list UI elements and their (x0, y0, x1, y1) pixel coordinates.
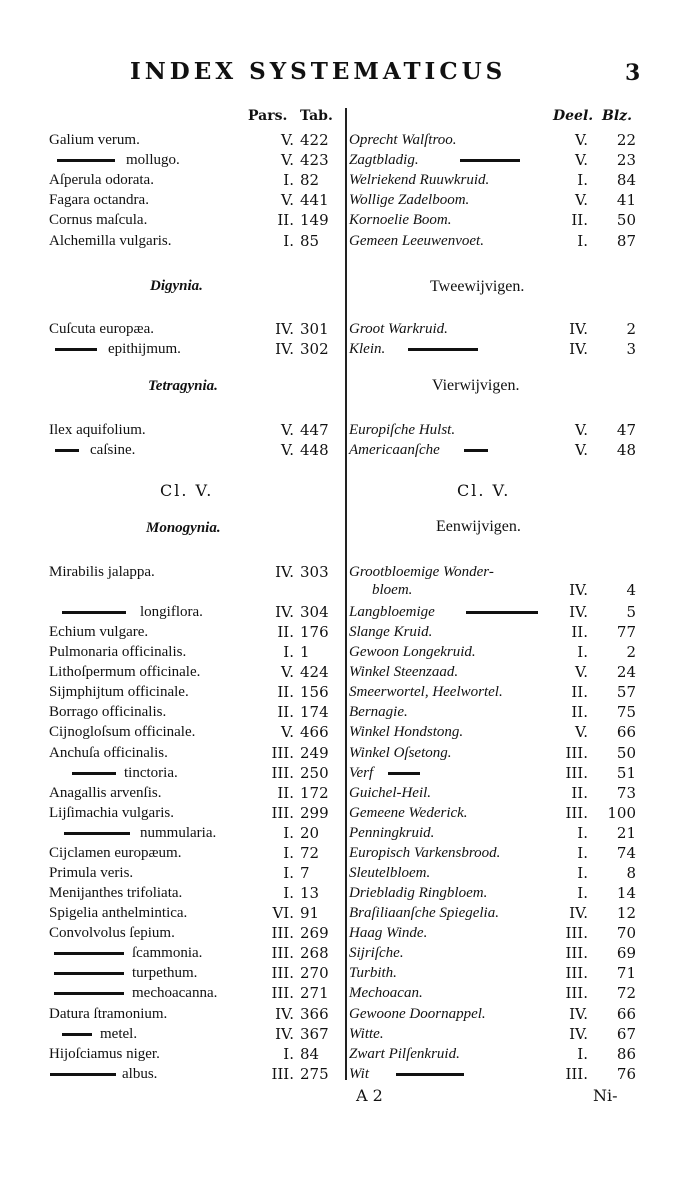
left-tab: 466 (300, 723, 329, 741)
right-blz: 51 (616, 764, 636, 782)
left-pars: IV. (275, 1005, 294, 1023)
dutch-name: Turbith. (349, 965, 397, 981)
left-pars: III. (271, 924, 294, 942)
left-tab: 268 (300, 944, 329, 962)
left-tab: 424 (300, 663, 329, 681)
index-row (0, 170, 682, 190)
dutch-name: Europiſche Hulst. (349, 422, 456, 438)
left-pars: I. (283, 884, 294, 902)
ditto-dash (55, 348, 97, 351)
dutch-name: Welriekend Ruuwkruid. (349, 172, 490, 188)
latin-name: Fagara octandra. (49, 192, 149, 208)
right-blz: 87 (616, 232, 636, 250)
right-blz: 48 (616, 441, 636, 459)
latin-name: Pulmonaria officinalis. (49, 644, 187, 660)
left-pars: II. (277, 784, 294, 802)
col-header-blz: Blz. (602, 108, 632, 124)
catchword: Ni- (593, 1086, 618, 1105)
left-pars: III. (271, 944, 294, 962)
index-row (0, 1064, 682, 1084)
latin-name: longiflora. (140, 604, 203, 620)
index-row (0, 622, 682, 642)
left-tab: 84 (300, 1045, 320, 1063)
left-pars: II. (277, 211, 294, 229)
right-blz: 23 (616, 151, 636, 169)
right-blz: 66 (616, 1005, 636, 1023)
left-pars: IV. (275, 603, 294, 621)
right-deel: III. (565, 924, 588, 942)
dutch-name: Gewoon Longekruid. (349, 644, 476, 660)
latin-name: turpethum. (132, 965, 198, 981)
left-tab: 447 (300, 421, 329, 439)
index-row (0, 743, 682, 763)
right-deel: I. (577, 171, 588, 189)
latin-name: epithijmum. (108, 341, 181, 357)
left-tab: 271 (300, 984, 329, 1002)
left-tab: 172 (300, 784, 329, 802)
right-deel: IV. (569, 1025, 588, 1043)
dutch-name: Zagtbladig. (349, 152, 419, 168)
dutch-name: Gemeen Leeuwenvoet. (349, 233, 484, 249)
classis-right: Cl. V. (457, 481, 511, 500)
left-tab: 85 (300, 232, 320, 250)
dutch-name: Braſiliaanſche Spiegelia. (349, 905, 499, 921)
right-deel: II. (571, 623, 588, 641)
right-deel: I. (577, 844, 588, 862)
left-pars: VI. (272, 904, 294, 922)
dutch-name: Europisch Varkensbrood. (349, 845, 501, 861)
ditto-dash (388, 772, 420, 775)
ditto-dash (62, 611, 126, 614)
right-deel: V. (575, 441, 588, 459)
ditto-dash (57, 159, 115, 162)
left-pars: III. (271, 764, 294, 782)
right-deel: I. (577, 864, 588, 882)
right-deel: IV. (569, 1005, 588, 1023)
index-row (0, 803, 682, 823)
right-deel: IV. (569, 581, 588, 599)
left-pars: III. (271, 744, 294, 762)
index-row (0, 923, 682, 943)
latin-name: Alchemilla vulgaris. (49, 233, 172, 249)
ditto-dash (55, 449, 79, 452)
left-tab: 366 (300, 1005, 329, 1023)
right-deel: IV. (569, 320, 588, 338)
right-deel: II. (571, 211, 588, 229)
col-header-pars: Pars. (248, 108, 288, 124)
latin-name: Lijſimachia vulgaris. (49, 805, 174, 821)
right-blz: 24 (616, 663, 636, 681)
ditto-dash (396, 1073, 464, 1076)
dutch-name: Zwart Pilſenkruid. (349, 1046, 460, 1062)
right-blz: 71 (616, 964, 636, 982)
ditto-dash (62, 1033, 92, 1036)
right-blz: 8 (626, 864, 636, 882)
left-tab: 249 (300, 744, 329, 762)
latin-name: Mirabilis jalappa. (49, 564, 155, 580)
left-tab: 423 (300, 151, 329, 169)
page-title: INDEX SYSTEMATICUS (130, 58, 507, 85)
right-deel: V. (575, 131, 588, 149)
right-deel: V. (575, 421, 588, 439)
left-pars: IV. (275, 563, 294, 581)
right-blz: 70 (616, 924, 636, 942)
page-number: 3 (625, 60, 641, 86)
left-tab: 7 (300, 864, 310, 882)
dutch-name: Oprecht Walſtroo. (349, 132, 457, 148)
latin-name: Primula veris. (49, 865, 134, 881)
right-blz: 100 (607, 804, 636, 822)
index-row (0, 843, 682, 863)
index-row (0, 763, 682, 783)
left-tab: 448 (300, 441, 329, 459)
dutch-name: Winkel Hondstong. (349, 724, 464, 740)
index-row (0, 903, 682, 923)
left-pars: II. (277, 703, 294, 721)
right-blz: 22 (616, 131, 636, 149)
left-pars: I. (283, 844, 294, 862)
left-pars: IV. (275, 320, 294, 338)
left-tab: 301 (300, 320, 329, 338)
left-pars: V. (281, 131, 294, 149)
index-row (0, 823, 682, 843)
index-row (0, 863, 682, 883)
index-row (0, 702, 682, 722)
dutch-name: Driebladig Ringbloem. (349, 885, 488, 901)
left-tab: 275 (300, 1065, 329, 1083)
left-tab: 303 (300, 563, 329, 581)
right-deel: III. (565, 964, 588, 982)
right-deel: III. (565, 764, 588, 782)
dutch-name: Winkel Steenzaad. (349, 664, 459, 680)
section-eenwijvigen: Eenwijvigen. (436, 518, 521, 535)
dutch-name: Smeerwortel, Heelwortel. (349, 684, 503, 700)
left-pars: IV. (275, 1025, 294, 1043)
left-tab: 156 (300, 683, 329, 701)
right-deel: IV. (569, 603, 588, 621)
index-row (0, 943, 682, 963)
right-blz: 50 (616, 211, 636, 229)
dutch-name: Grootbloemige Wonder- (349, 564, 494, 580)
latin-name: mechoacanna. (132, 985, 218, 1001)
ditto-dash (54, 952, 124, 955)
dutch-name: Langbloemige (349, 604, 435, 620)
latin-name: mollugo. (126, 152, 180, 168)
dutch-name: Haag Winde. (349, 925, 428, 941)
signature-mark: A 2 (356, 1086, 383, 1105)
index-row (0, 642, 682, 662)
index-row (0, 682, 682, 702)
left-pars: V. (281, 191, 294, 209)
right-deel: III. (565, 984, 588, 1002)
right-blz: 74 (616, 844, 636, 862)
latin-name: Anagallis arvenſis. (49, 785, 162, 801)
left-pars: V. (281, 723, 294, 741)
latin-name: Galium verum. (49, 132, 140, 148)
index-row (0, 662, 682, 682)
dutch-name: Klein. (349, 341, 386, 357)
dutch-name: Penningkruid. (349, 825, 435, 841)
left-pars: I. (283, 643, 294, 661)
left-tab: 367 (300, 1025, 329, 1043)
right-deel: III. (565, 804, 588, 822)
left-tab: 422 (300, 131, 329, 149)
right-blz: 14 (616, 884, 636, 902)
latin-name: Cuſcuta europæa. (49, 321, 154, 337)
ditto-dash (408, 348, 478, 351)
ditto-dash (460, 159, 520, 162)
right-blz: 21 (616, 824, 636, 842)
left-tab: 299 (300, 804, 329, 822)
right-deel: IV. (569, 340, 588, 358)
right-blz: 57 (616, 683, 636, 701)
latin-name: Aſperula odorata. (49, 172, 154, 188)
latin-name: nummularia. (140, 825, 217, 841)
left-pars: III. (271, 964, 294, 982)
index-row (0, 963, 682, 983)
right-blz: 69 (616, 944, 636, 962)
left-pars: III. (271, 1065, 294, 1083)
right-blz: 50 (616, 744, 636, 762)
ditto-dash (464, 449, 488, 452)
right-deel: V. (575, 191, 588, 209)
right-deel: II. (571, 784, 588, 802)
right-deel: V. (575, 723, 588, 741)
index-row (0, 783, 682, 803)
index-row (0, 883, 682, 903)
left-tab: 82 (300, 171, 320, 189)
section-digynia: Digynia. (150, 278, 203, 294)
right-blz: 75 (616, 703, 636, 721)
dutch-name: Wollige Zadelboom. (349, 192, 470, 208)
right-deel: V. (575, 151, 588, 169)
index-row (0, 420, 682, 440)
index-row (0, 190, 682, 210)
left-pars: V. (281, 151, 294, 169)
left-tab: 72 (300, 844, 320, 862)
right-blz: 2 (626, 320, 636, 338)
dutch-name-continued: bloem. (372, 582, 413, 598)
left-tab: 174 (300, 703, 329, 721)
left-pars: IV. (275, 340, 294, 358)
right-blz: 72 (616, 984, 636, 1002)
right-deel: I. (577, 884, 588, 902)
left-pars: III. (271, 804, 294, 822)
left-pars: III. (271, 984, 294, 1002)
dutch-name: Groot Warkruid. (349, 321, 448, 337)
right-blz: 12 (616, 904, 636, 922)
right-blz: 3 (626, 340, 636, 358)
right-deel: IV. (569, 904, 588, 922)
right-deel: I. (577, 1045, 588, 1063)
left-tab: 269 (300, 924, 329, 942)
right-deel: II. (571, 703, 588, 721)
latin-name: Cijnogloſsum officinale. (49, 724, 196, 740)
dutch-name: Sijriſche. (349, 945, 404, 961)
left-tab: 91 (300, 904, 320, 922)
index-row (0, 440, 682, 460)
section-tweewijvigen: Tweewijvigen. (430, 278, 525, 295)
latin-name: Hijoſciamus niger. (49, 1046, 160, 1062)
left-pars: II. (277, 623, 294, 641)
left-tab: 270 (300, 964, 329, 982)
right-blz: 84 (616, 171, 636, 189)
left-tab: 13 (300, 884, 320, 902)
latin-name: Ilex aquifolium. (49, 422, 146, 438)
dutch-name: Slange Kruid. (349, 624, 433, 640)
index-row (0, 722, 682, 742)
left-tab: 441 (300, 191, 329, 209)
latin-name: Anchuſa officinalis. (49, 745, 168, 761)
right-deel: V. (575, 663, 588, 681)
index-row (0, 150, 682, 170)
latin-name: tinctoria. (124, 765, 178, 781)
dutch-name: Sleutelbloem. (349, 865, 431, 881)
right-blz: 2 (626, 643, 636, 661)
latin-name: Menijanthes trifoliata. (49, 885, 183, 901)
dutch-name: Wit (349, 1066, 370, 1082)
dutch-name: Kornoelie Boom. (349, 212, 452, 228)
ditto-dash (54, 972, 124, 975)
latin-name: ſcammonia. (132, 945, 203, 961)
right-blz: 73 (616, 784, 636, 802)
right-blz: 5 (626, 603, 636, 621)
right-blz: 47 (616, 421, 636, 439)
right-deel: II. (571, 683, 588, 701)
latin-name: Echium vulgare. (49, 624, 149, 640)
latin-name: Datura ſtramonium. (49, 1006, 168, 1022)
right-deel: III. (565, 1065, 588, 1083)
left-pars: V. (281, 421, 294, 439)
section-monogynia: Monogynia. (146, 520, 221, 536)
index-row (0, 231, 682, 251)
latin-name: Cijclamen europæum. (49, 845, 182, 861)
dutch-name: Guichel-Heil. (349, 785, 432, 801)
index-row (0, 1024, 682, 1044)
left-pars: I. (283, 1045, 294, 1063)
latin-name: Borrago officinalis. (49, 704, 167, 720)
dutch-name: Gemeene Wederick. (349, 805, 468, 821)
latin-name: Sijmphijtum officinale. (49, 684, 189, 700)
left-pars: V. (281, 441, 294, 459)
index-row (0, 1044, 682, 1064)
index-row (0, 130, 682, 150)
dutch-name: Verf (349, 765, 374, 781)
ditto-dash (50, 1073, 116, 1076)
left-tab: 1 (300, 643, 310, 661)
left-tab: 149 (300, 211, 329, 229)
ditto-dash (466, 611, 538, 614)
latin-name: Cornus maſcula. (49, 212, 148, 228)
col-header-tab: Tab. (300, 108, 333, 124)
right-deel: I. (577, 824, 588, 842)
dutch-name: Bernagie. (349, 704, 408, 720)
latin-name: Convolvolus ſepium. (49, 925, 175, 941)
right-blz: 4 (626, 581, 636, 599)
left-tab: 250 (300, 764, 329, 782)
latin-name: metel. (100, 1026, 138, 1042)
right-blz: 77 (616, 623, 636, 641)
right-deel: III. (565, 944, 588, 962)
right-blz: 76 (616, 1065, 636, 1083)
latin-name: Spigelia anthelmintica. (49, 905, 188, 921)
left-pars: I. (283, 171, 294, 189)
right-deel: III. (565, 744, 588, 762)
right-deel: I. (577, 232, 588, 250)
classis-left: Cl. V. (160, 481, 214, 500)
latin-name: Lithoſpermum officinale. (49, 664, 201, 680)
left-tab: 304 (300, 603, 329, 621)
index-row (0, 983, 682, 1003)
left-pars: II. (277, 683, 294, 701)
left-pars: I. (283, 864, 294, 882)
right-blz: 41 (616, 191, 636, 209)
left-pars: V. (281, 663, 294, 681)
section-vierwijvigen: Vierwijvigen. (432, 377, 520, 394)
index-row-continuation (0, 580, 682, 600)
dutch-name: Winkel Oſsetong. (349, 745, 452, 761)
index-row (0, 1004, 682, 1024)
left-pars: I. (283, 824, 294, 842)
index-row (0, 562, 682, 582)
right-blz: 67 (616, 1025, 636, 1043)
index-row (0, 210, 682, 230)
right-deel: I. (577, 643, 588, 661)
right-blz: 66 (616, 723, 636, 741)
right-blz: 86 (616, 1045, 636, 1063)
ditto-dash (64, 832, 130, 835)
left-tab: 176 (300, 623, 329, 641)
latin-name: albus. (122, 1066, 158, 1082)
index-row (0, 319, 682, 339)
ditto-dash (72, 772, 116, 775)
dutch-name: Gewoone Doornappel. (349, 1006, 486, 1022)
index-row (0, 602, 682, 622)
ditto-dash (54, 992, 124, 995)
left-tab: 302 (300, 340, 329, 358)
latin-name: caſsine. (90, 442, 136, 458)
left-pars: I. (283, 232, 294, 250)
left-tab: 20 (300, 824, 320, 842)
index-row (0, 339, 682, 359)
dutch-name: Americaanſche (349, 442, 440, 458)
section-tetragynia: Tetragynia. (148, 378, 218, 394)
dutch-name: Witte. (349, 1026, 384, 1042)
col-header-deel: Deel. (553, 108, 594, 124)
dutch-name: Mechoacan. (349, 985, 423, 1001)
